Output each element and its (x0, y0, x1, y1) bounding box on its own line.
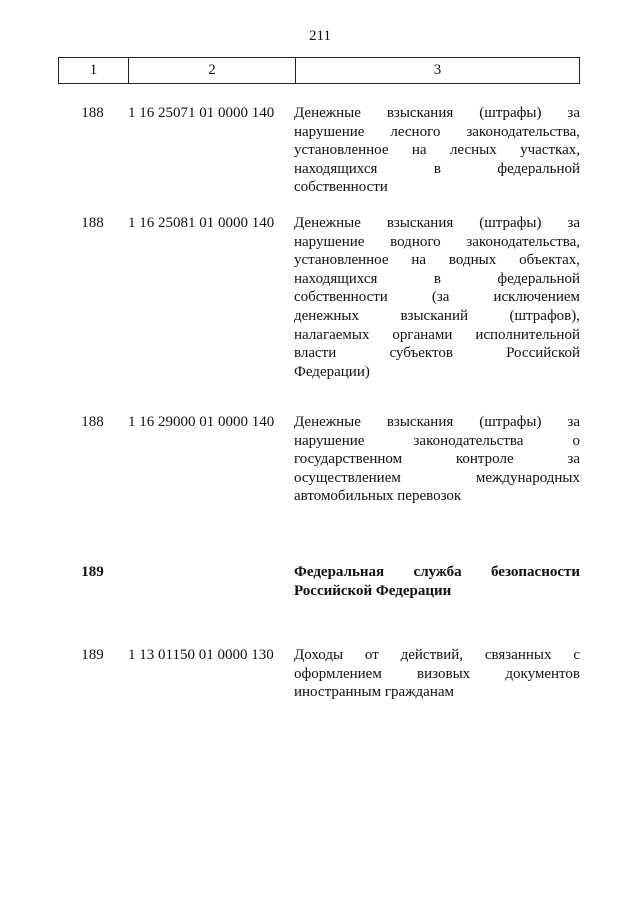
description-line: установленное на лесных участках, (294, 142, 580, 159)
description-line: нарушение лесного законодательства, (294, 123, 580, 140)
description-line: налагаемых органами исполнительной (294, 326, 580, 343)
description-line: собственности (за исключением (294, 289, 580, 306)
kbk-code: 1 16 25071 01 0000 140 (128, 105, 275, 121)
column-header-table (58, 57, 580, 84)
header-col-2: 2 (129, 58, 296, 84)
admin-code: 188 (81, 105, 104, 121)
description-line: нарушение законодательства о (294, 432, 580, 449)
header-row (59, 58, 580, 84)
description-line: государственном контроле за (294, 451, 580, 468)
description-line: нарушение водного законодательства, (294, 233, 580, 250)
description-line: денежных взысканий (штрафов), (294, 307, 580, 324)
description-line: оформлением визовых документов (294, 665, 580, 682)
kbk-code: 1 16 29000 01 0000 140 (128, 414, 275, 430)
admin-code: 189 (81, 564, 104, 580)
description-line: Денежные взыскания (штрафы) за (294, 414, 580, 430)
description-line: собственности (294, 179, 388, 196)
admin-code: 188 (81, 215, 104, 231)
description-line: автомобильных перевозок (294, 488, 462, 505)
description (294, 104, 580, 197)
description (294, 646, 580, 702)
description-line: Денежные взыскания (штрафы) за (294, 105, 580, 121)
kbk-code: 1 16 25081 01 0000 140 (128, 215, 275, 231)
description-line: иностранным гражданам (294, 684, 454, 701)
header-col-3: 3 (296, 58, 580, 84)
admin-code: 188 (81, 414, 104, 430)
description-line: власти субъектов Российской (294, 345, 580, 362)
page-number: 211 (309, 28, 331, 44)
description-line: осуществлением международных (294, 469, 580, 486)
description-line: Федеральная служба безопасности (294, 564, 580, 580)
description (294, 214, 580, 381)
header-col-1: 1 (59, 58, 129, 84)
description-line: находящихся в федеральной (294, 160, 580, 177)
description (294, 413, 580, 506)
description-line: Российской Федерации (294, 582, 452, 599)
description-line: установленное на водных объектах, (294, 252, 580, 269)
admin-code: 189 (81, 647, 104, 663)
description-line: Федерации) (294, 363, 370, 380)
kbk-code: 1 13 01150 01 0000 130 (128, 647, 274, 663)
description-line: Денежные взыскания (штрафы) за (294, 215, 580, 231)
description-line: находящихся в федеральной (294, 270, 580, 287)
description-line: Доходы от действий, связанных с (294, 647, 580, 663)
administrator-name (294, 563, 580, 600)
